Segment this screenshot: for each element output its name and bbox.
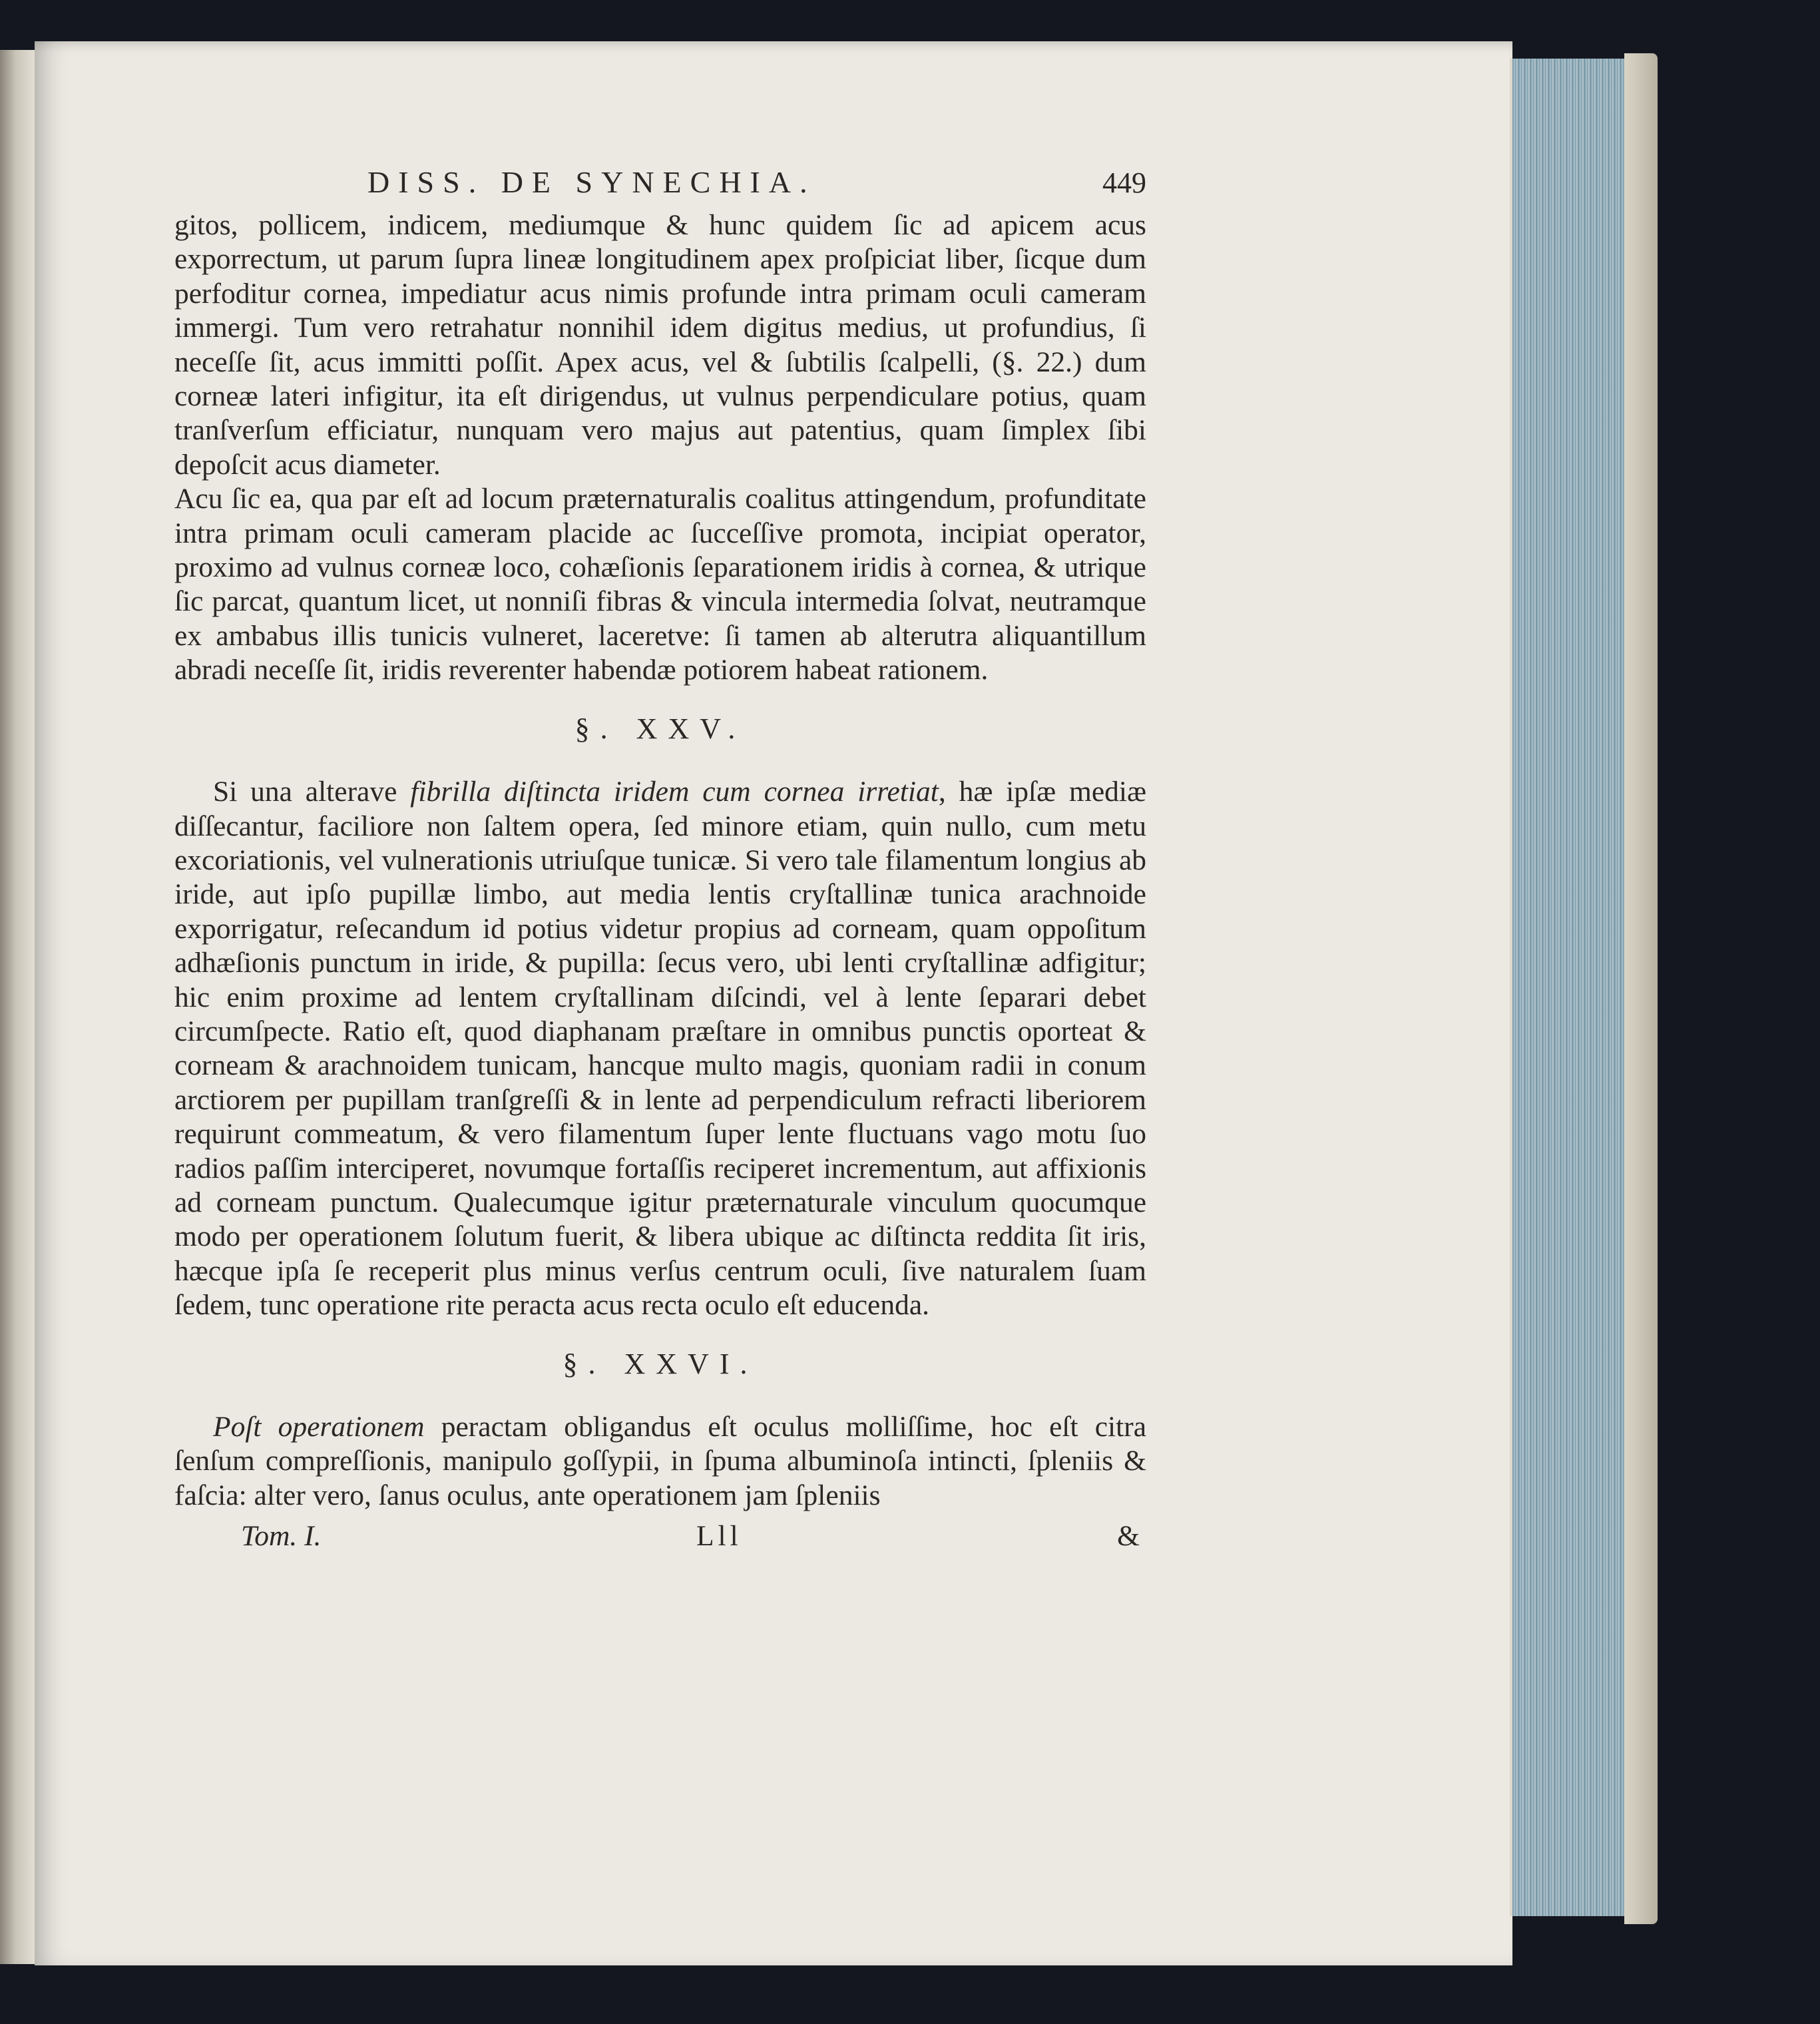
section-heading-xxv: §. XXV. [574,712,746,745]
paragraph-3-rest: , hæ ipſæ mediæ diſſecantur, faciliore non ſaltem opera, ſed minore etiam, quin nullo, cum metu excoriationis, vel vulnerationis utriuſque tunicæ. Si vero tale filamentum longius ab iride, aut ipſo pupillæ limbo, aut media lentis cryſtallinæ tunica arachnoide exporrigatur, reſecandum id potius videtur propius ad corneam, quam oppoſitum adhæſionis punctum in iride, & pupilla: ſecus vero, ubi lenti cryſtallinæ adfigitur; hic enim proxime ad lentem cryſtallinam diſcindi, vel à lente ſeparari debet circumſpecte. Ratio eſt, quod diaphanam præſtare in omnibus punctis oporteat & corneam & arachnoidem tunicam, hancque multo magis, quoniam radii in conum arctiorem per pupillam tranſgreſſi & in lente ad perpendiculum refracti liberiorem requirunt commeatum, & vero filamentum ſuper lente fluctuans vago motu ſuo radios paſſim interciperet, novumque fortaſſis reciperet incrementum, aut affixionis ad corneam punctum. Qualecumque igitur præternaturale vinculum quocumque modo per operationem ſolutum fuerit, & libera ubique ac diſtincta reddita ſit iris, hæcque ipſa ſe receperit plus minus verſus centrum oculi, ſive naturalem ſuam ſedem, tunc operatione rite peracta acus recta oculo eſt educenda. [174,776,1146,1322]
paragraph-2: Acu ſic ea, qua par eſt ad locum præternaturalis coalitus attingendum, profunditate intra primam oculi cameram placide ac ſucceſſive promota, incipiat operator, proximo ad vulnus corneæ loco, cohæſionis ſeparationem iridis à cornea, & utrique ſic parcat, quantum licet, ut nonniſi fibras & vincula intermedia ſolvat, neutramque ex ambabus illis tunicis vulneret, laceretve: ſi tamen ab alterutra aliquantillum abradi neceſſe ſit, iridis reverenter habendæ potiorem habeat rationem. [174,483,1146,686]
page-number: 449 [1102,166,1146,199]
page-footer [174,1519,1146,1553]
tome-label: Tom. I. [241,1520,322,1553]
catchword: & [1117,1520,1140,1553]
paragraph-3 [174,775,1146,1323]
paragraph-1: gitos, pollicem, indicem, mediumque & hunc quidem ſic ad apicem acus exporrectum, ut parum ſupra lineæ longitudinem apex proſpiciat liber, ſicque dum perfoditur cornea, impediatur acus nimis profunde intra primam oculi cameram immergi. Tum vero retrahatur nonnihil idem digitus medius, ut profundius, ſi neceſſe ſit, acus immitti poſſit. Apex acus, vel & ſubtilis ſcalpelli, (§. 22.) dum corneæ lateri infigitur, ita eſt dirigendus, ut vulnus perpendiculare potius, quam tranſverſum efficiatur, nunquam vero majus aut patentius, quam ſimplex ſibi depoſcit acus diameter. [174,209,1146,481]
paragraph-4-rest: peractam obligandus eſt oculus molliſſime, hoc eſt citra ſenſum compreſſionis, manipulo goſſypii, in ſpuma albuminoſa intincti, ſpleniis & faſcia: alter vero, ſanus oculus, ante operationem jam ſpleniis [174,1411,1146,1511]
facing-page-edge [0,50,35,1964]
paragraph-4 [174,1410,1146,1513]
paragraph-4-italic: Poſt operationem [213,1411,425,1443]
page-block-edge [1510,59,1627,1916]
section-heading-xxvi: §. XXVI. [563,1347,758,1380]
signature-mark: Lll [696,1520,742,1553]
page-header [367,165,1146,205]
page-content [174,165,1146,1554]
paragraph-3-italic: fibrilla diſtincta iridem cum cornea irretiat [410,776,939,808]
paragraph-3-lead: Si una alterave [213,776,411,808]
book-cover-edge [1624,53,1658,1924]
running-title: DISS. DE SYNECHIA. [367,165,816,199]
